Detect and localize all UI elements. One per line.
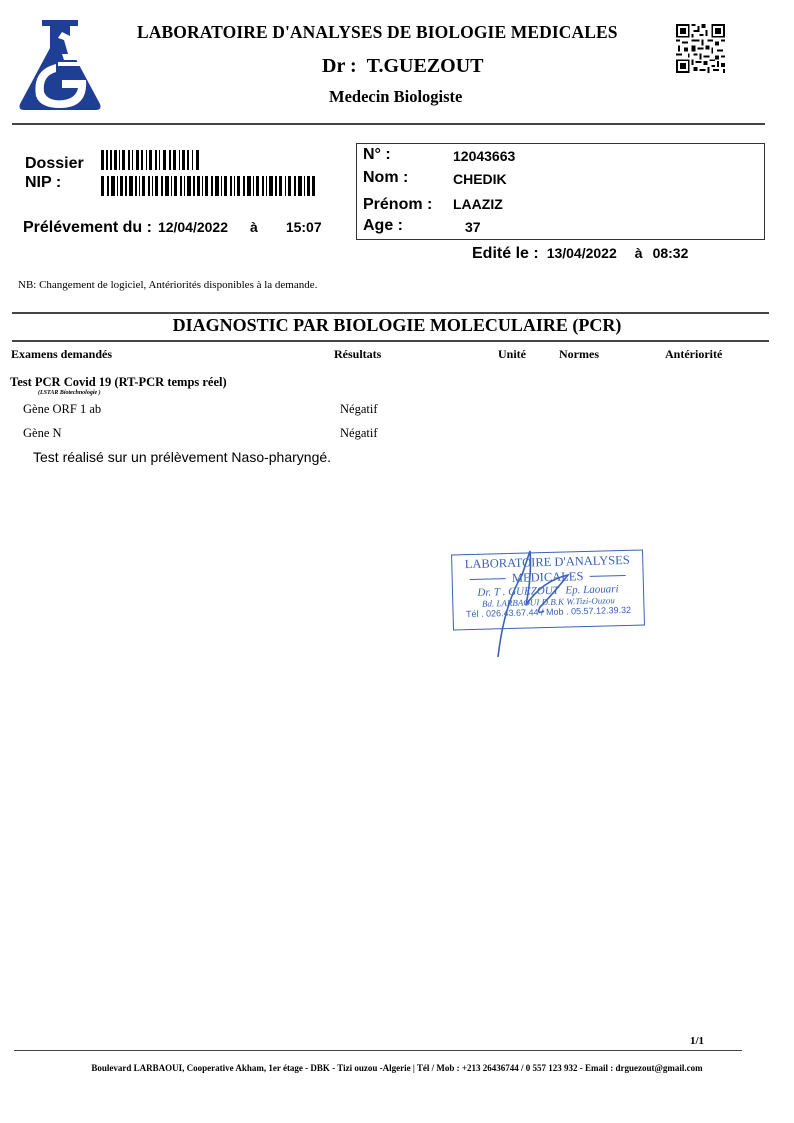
col-header-result: Résultats bbox=[334, 347, 382, 361]
signature-mark bbox=[482, 545, 592, 663]
stamp-line-4: Bd. LARBAOUI D.B.K W.Tizi-Ouzou bbox=[481, 595, 615, 609]
patient-number-label: N° : bbox=[363, 146, 391, 163]
footer-address: Boulevard LARBAOUI, Cooperative Akham, 1er étage - DBK - Tizi ouzou -Algerie | Tél / Mob : +213 26436744 / 0 557 123 932 - Email : drguezout@gmail.com bbox=[91, 1063, 703, 1073]
sampling-time: 15:07 bbox=[285, 219, 322, 235]
edited-label: Edité le : bbox=[472, 245, 539, 262]
section-bottom-divider bbox=[12, 340, 769, 342]
test-name: Test PCR Covid 19 (RT-PCR temps réel) bbox=[10, 375, 227, 389]
edited-date: 13/04/2022 bbox=[546, 245, 617, 261]
dossier-label: Dossier bbox=[25, 155, 84, 172]
sampling-line bbox=[23, 219, 322, 237]
section-title: DIAGNOSTIC PAR BIOLOGIE MOLECULAIRE (PCR) bbox=[172, 315, 622, 335]
doctor-line bbox=[322, 55, 484, 78]
patient-info-box bbox=[356, 143, 765, 240]
nip-barcode bbox=[101, 176, 316, 196]
lab-logo bbox=[12, 14, 108, 114]
patient-firstname-label: Prénom : bbox=[363, 196, 433, 213]
edited-time: 08:32 bbox=[652, 245, 689, 261]
result-row-name: Gène ORF 1 ab bbox=[23, 402, 102, 416]
doctor-prefix: Dr : bbox=[322, 55, 357, 77]
patient-age: 37 bbox=[465, 219, 481, 235]
patient-lastname: CHEDIK bbox=[453, 171, 507, 187]
col-header-unit: Unité bbox=[498, 347, 526, 361]
patient-firstname: LAAZIZ bbox=[453, 196, 503, 212]
edited-at: à bbox=[634, 245, 643, 261]
lab-flask-logo-icon bbox=[12, 14, 108, 114]
nip-label: NIP : bbox=[25, 174, 62, 191]
test-kit: (LSTAR Biotechnologie ) bbox=[38, 390, 101, 396]
patient-number: 12043663 bbox=[453, 148, 516, 164]
stamp-spouse: Ep. Laouari bbox=[565, 583, 619, 597]
col-header-previous: Antériorité bbox=[665, 347, 723, 361]
note-text: NB: Changement de logiciel, Antériorités disponibles à la demande. bbox=[18, 279, 318, 291]
doctor-name: T.GUEZOUT bbox=[366, 55, 484, 77]
qr-code-icon bbox=[676, 24, 725, 73]
stamp-line-5: Tél . 026.43.67.44 / Mob . 05.57.12.39.32 bbox=[465, 604, 632, 620]
result-row-name: Gène N bbox=[23, 426, 62, 440]
sampling-label: Prélévement du : bbox=[23, 219, 152, 236]
section-top-divider bbox=[12, 312, 769, 314]
edited-line bbox=[472, 245, 688, 263]
stamp-line-2-text: MEDICALES bbox=[511, 569, 584, 585]
result-row-value: Négatif bbox=[340, 402, 378, 416]
footer-divider bbox=[14, 1050, 742, 1051]
doctor-specialty: Medecin Biologiste bbox=[329, 87, 463, 106]
col-header-norms: Normes bbox=[559, 347, 599, 361]
patient-age-label: Age : bbox=[363, 217, 403, 234]
dossier-barcode bbox=[101, 150, 201, 170]
result-row-value: Négatif bbox=[340, 426, 378, 440]
col-header-exam: Examens demandés bbox=[11, 347, 113, 361]
patient-lastname-label: Nom : bbox=[363, 169, 409, 186]
lab-name: LABORATOIRE D'ANALYSES DE BIOLOGIE MEDICALES bbox=[137, 22, 618, 42]
page-number: 1/1 bbox=[690, 1035, 705, 1047]
stamp-line-1: LABORATOIRE D'ANALYSES bbox=[464, 552, 630, 572]
sampling-at: à bbox=[250, 219, 258, 235]
header-divider bbox=[12, 123, 765, 125]
sampling-date: 12/04/2022 bbox=[157, 219, 229, 235]
test-comment: Test réalisé sur un prélèvement Naso-pharyngé. bbox=[33, 449, 332, 465]
stamp-doctor: Dr. T . GUEZOUT bbox=[477, 584, 559, 599]
